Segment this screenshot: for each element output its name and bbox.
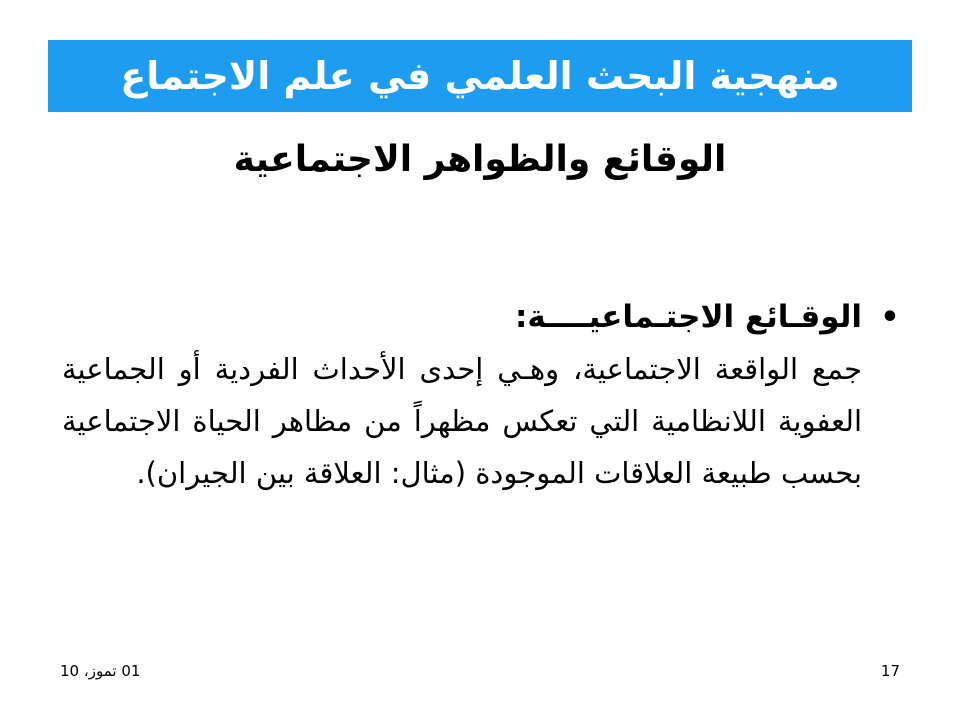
slide-title: منهجية البحث العلمي في علم الاجتماع — [120, 54, 840, 98]
slide-title-bar — [48, 40, 912, 112]
footer-date: 01 تموز، 10 — [60, 662, 141, 680]
bullet-heading-row — [60, 296, 900, 339]
slide-subtitle: الوقائع والظواهر الاجتماعية — [233, 139, 727, 180]
bullet-marker-icon: • — [880, 299, 900, 335]
bullet-body-text: جمع الواقعة الاجتماعية، وهـي إحدى الأحداث الفردية أو الجماعية العفوية اللانظامية التي تعكس مظهراً من مظاهر الحياة الاجتماعية بحسب طبيعة العلاقات الموجودة (مثال: العلاقة بين الجيران). — [62, 352, 862, 491]
bullet-heading: الوقـائع الاجتـماعيــــة: — [515, 299, 862, 335]
footer-page-number: 17 — [880, 662, 900, 680]
bullet-block — [60, 296, 900, 499]
